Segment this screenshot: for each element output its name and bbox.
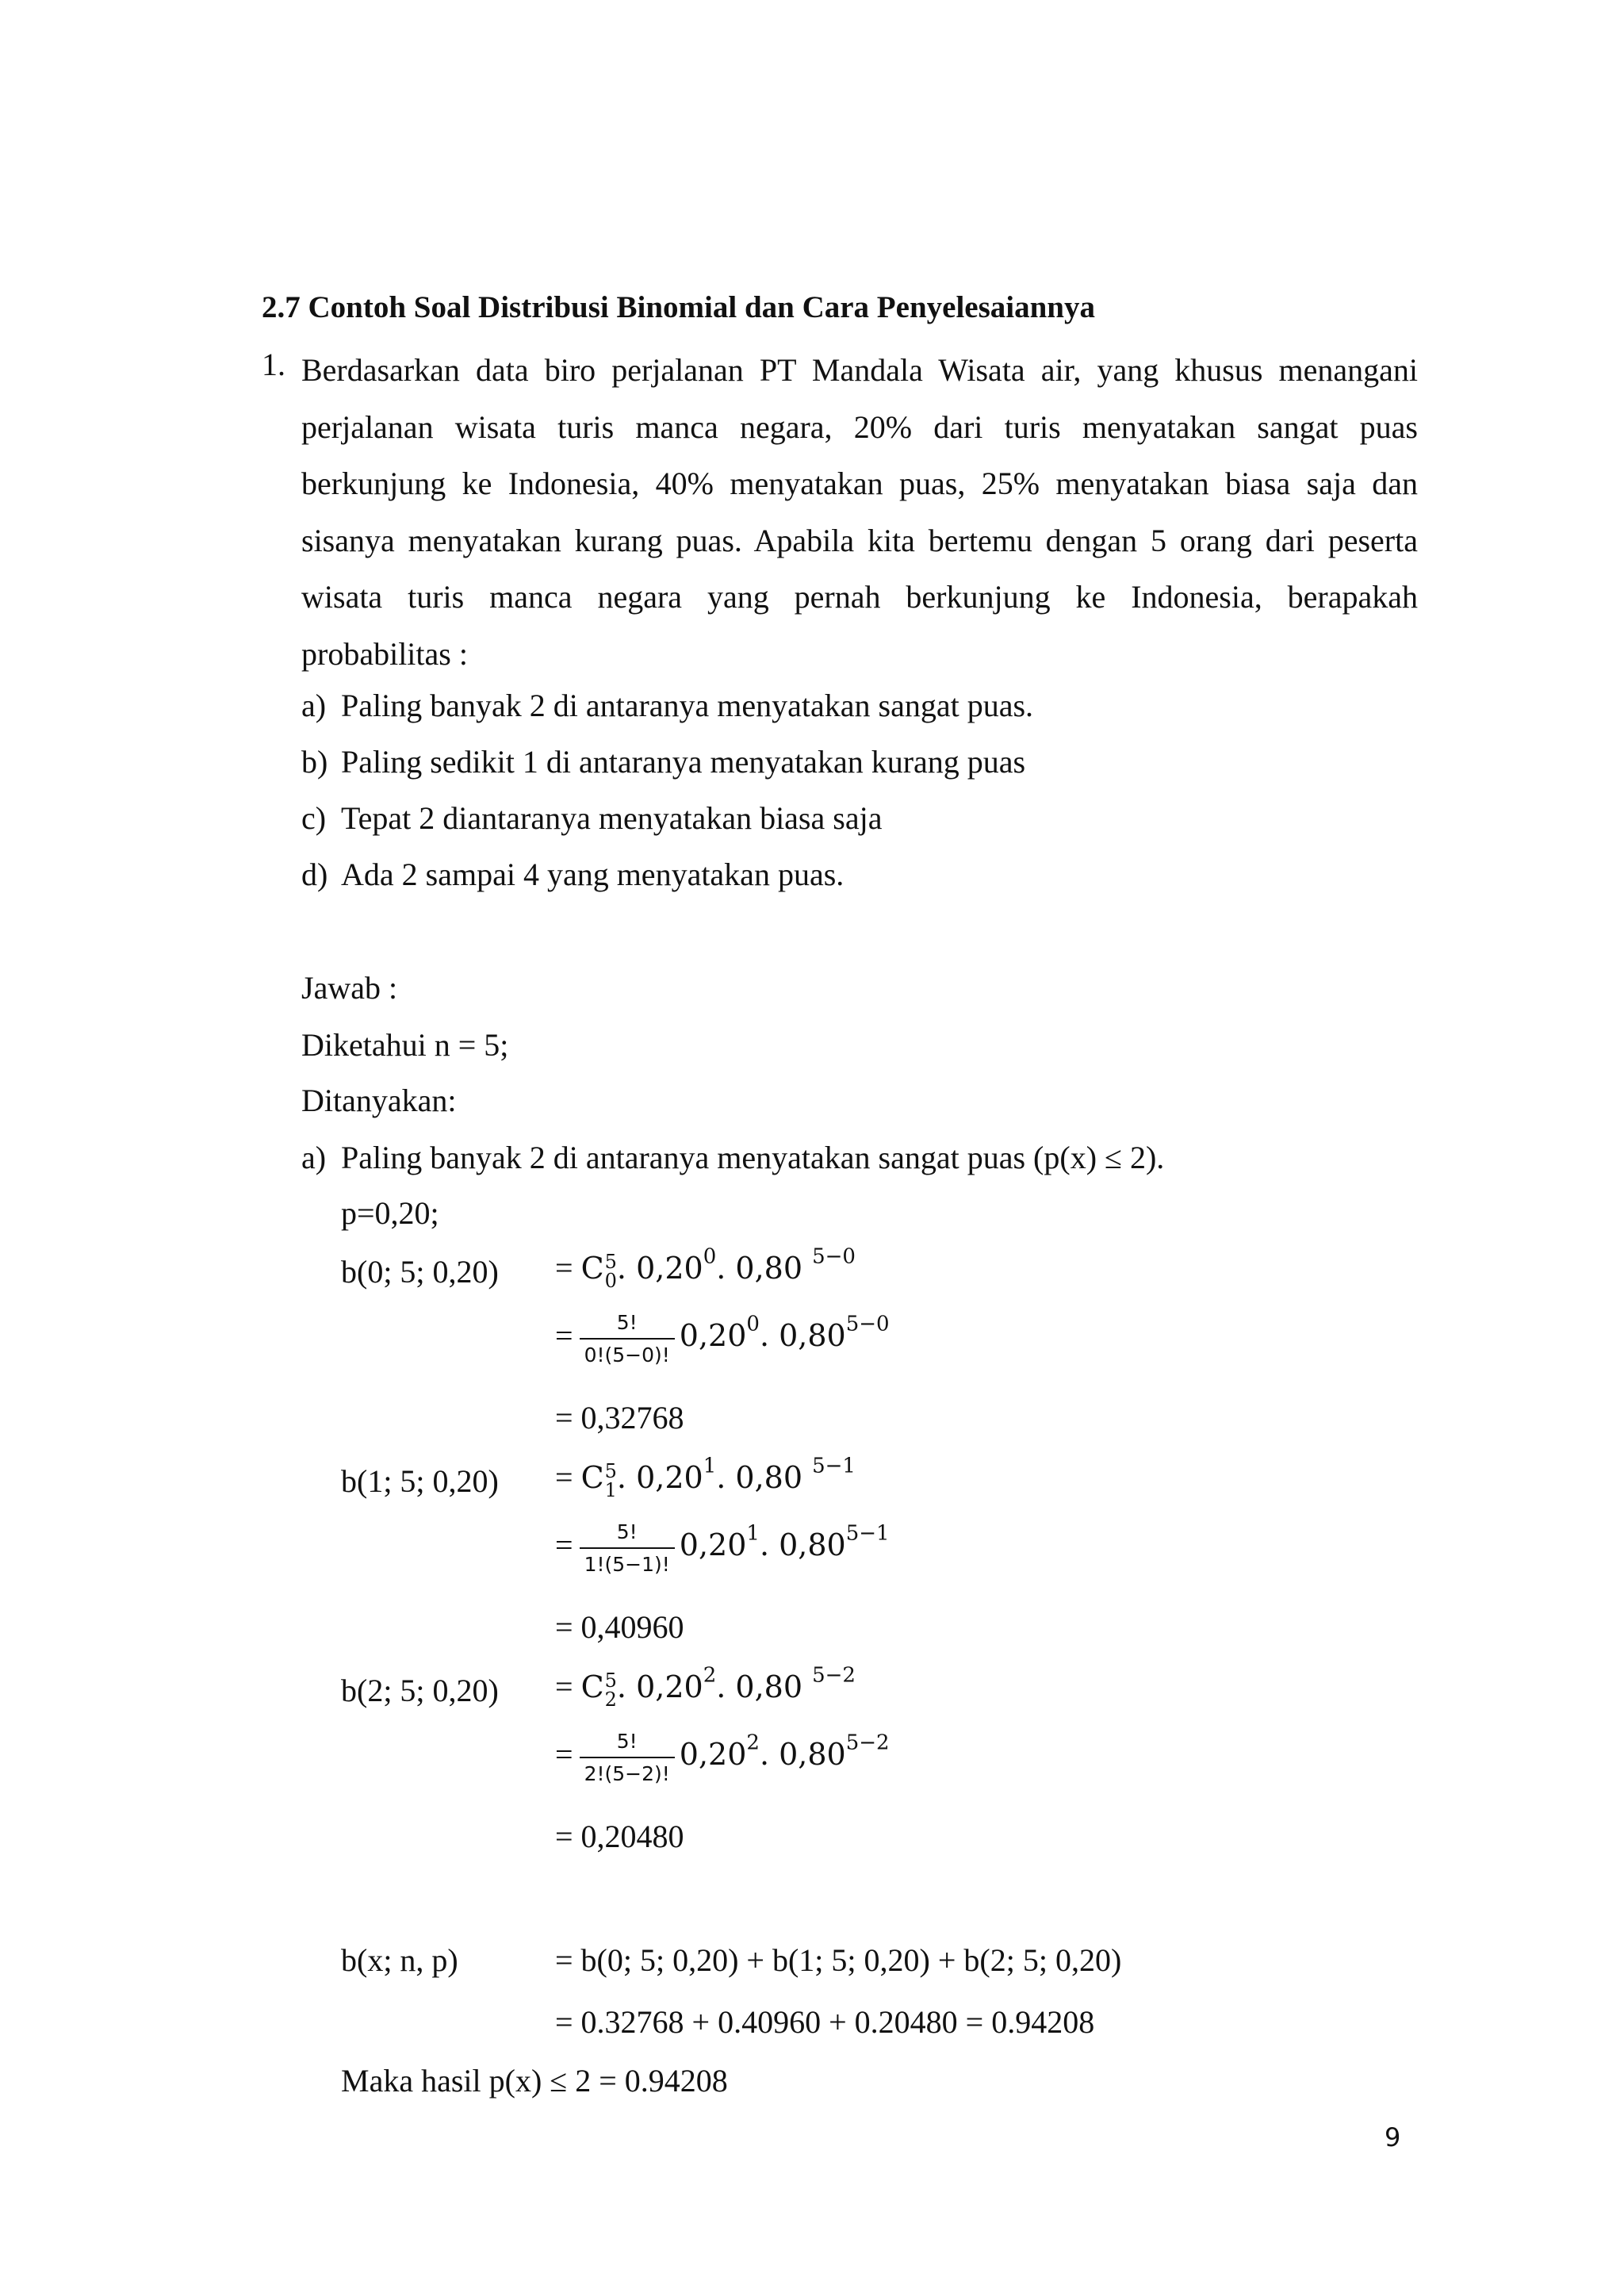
p-value: p=0,20; <box>341 1195 439 1231</box>
term-1-lhs: b(1; 5; 0,20) <box>341 1463 499 1499</box>
fraction: $\frac{5!}{1!(5-1)!}$ <box>580 1520 675 1577</box>
answer-part-text: Paling banyak 2 di antaranya menyatakan sangat puas (p(x) ≤ 2). <box>341 1140 1165 1175</box>
question-text: Paling sedikit 1 di antaranya menyatakan kurang puas <box>341 744 1026 780</box>
term-2-line1: = C 5 2 . 0,20$^2$. 0,80 $^{5-2}$ <box>555 1663 856 1711</box>
question-label: d) <box>301 857 328 892</box>
combination-symbol: C 5 0 <box>580 1250 617 1292</box>
term-1-result: = 0,40960 <box>555 1609 684 1645</box>
term-0-line2: = $\frac{5!}{0!(5-0)!}$ 0,20$^0$. $0,80^{5-0}$ <box>555 1311 890 1367</box>
term-0-result: = 0,32768 <box>555 1400 684 1435</box>
fraction: $\frac{5!}{2!(5-2)!}$ <box>580 1729 675 1787</box>
problem-text: Berdasarkan data biro perjalanan PT Mandala Wisata air, yang khusus menangani perjalanan wisata turis manca negara, 20% dari turis menyatakan sangat puas berkunjung ke Indonesia, 40% menyatakan puas, 25% menyatakan biasa saja dan sisanya menyatakan kurang puas. Apabila kita bertemu dengan 5 orang dari peserta wisata turis manca negara yang pernah berkunjung ke Indonesia, berapakah probabilitas : <box>301 352 1418 672</box>
jawab-label: Jawab : <box>301 970 398 1006</box>
question-label: c) <box>301 800 327 836</box>
sum-line-1: = b(0; 5; 0,20) + b(1; 5; 0,20) + b(2; 5; 0,20) <box>555 1942 1122 1978</box>
question-text: Paling banyak 2 di antaranya menyatakan sangat puas. <box>341 688 1034 723</box>
diketahui-line: Diketahui n = 5; <box>301 1027 509 1063</box>
question-label: b) <box>301 744 328 780</box>
conclusion: Maka hasil p(x) ≤ 2 = 0.94208 <box>341 2063 728 2099</box>
sum-lhs: b(x; n, p) <box>341 1942 458 1978</box>
answer-part-label: a) <box>301 1140 327 1175</box>
combination-symbol: C 5 2 <box>580 1669 617 1711</box>
term-1-line1: = C 5 1 . 0,20$^1$. 0,80 $^{5-1}$ <box>555 1454 856 1501</box>
problem-number: 1. <box>262 347 285 382</box>
sum-line-2: = 0.32768 + 0.40960 + 0.20480 = 0.94208 <box>555 2004 1095 2040</box>
combination-symbol: C 5 1 <box>580 1459 617 1501</box>
term-0-line1: = C 5 0 . 0,20$^0$. 0,80 $^{5-0}$ <box>555 1244 856 1292</box>
question-text: Ada 2 sampai 4 yang menyatakan puas. <box>341 857 845 892</box>
term-0-lhs: b(0; 5; 0,20) <box>341 1254 499 1290</box>
page-number: 9 <box>1385 2122 1401 2152</box>
term-2-result: = 0,20480 <box>555 1819 684 1854</box>
section-heading: 2.7 Contoh Soal Distribusi Binomial dan Cara Penyelesaiannya <box>262 290 1095 324</box>
term-2-lhs: b(2; 5; 0,20) <box>341 1673 499 1708</box>
term-2-line2: = $\frac{5!}{2!(5-2)!}$ 0,20$^2$. $0,80^{5-2}$ <box>555 1730 890 1786</box>
question-label: a) <box>301 688 327 723</box>
term-1-line2: = $\frac{5!}{1!(5-1)!}$ 0,20$^1$. $0,80^{5-1}$ <box>555 1520 890 1577</box>
fraction: $\frac{5!}{0!(5-0)!}$ <box>580 1310 675 1368</box>
question-text: Tepat 2 diantaranya menyatakan biasa saja <box>341 800 883 836</box>
ditanyakan-label: Ditanyakan: <box>301 1083 457 1118</box>
